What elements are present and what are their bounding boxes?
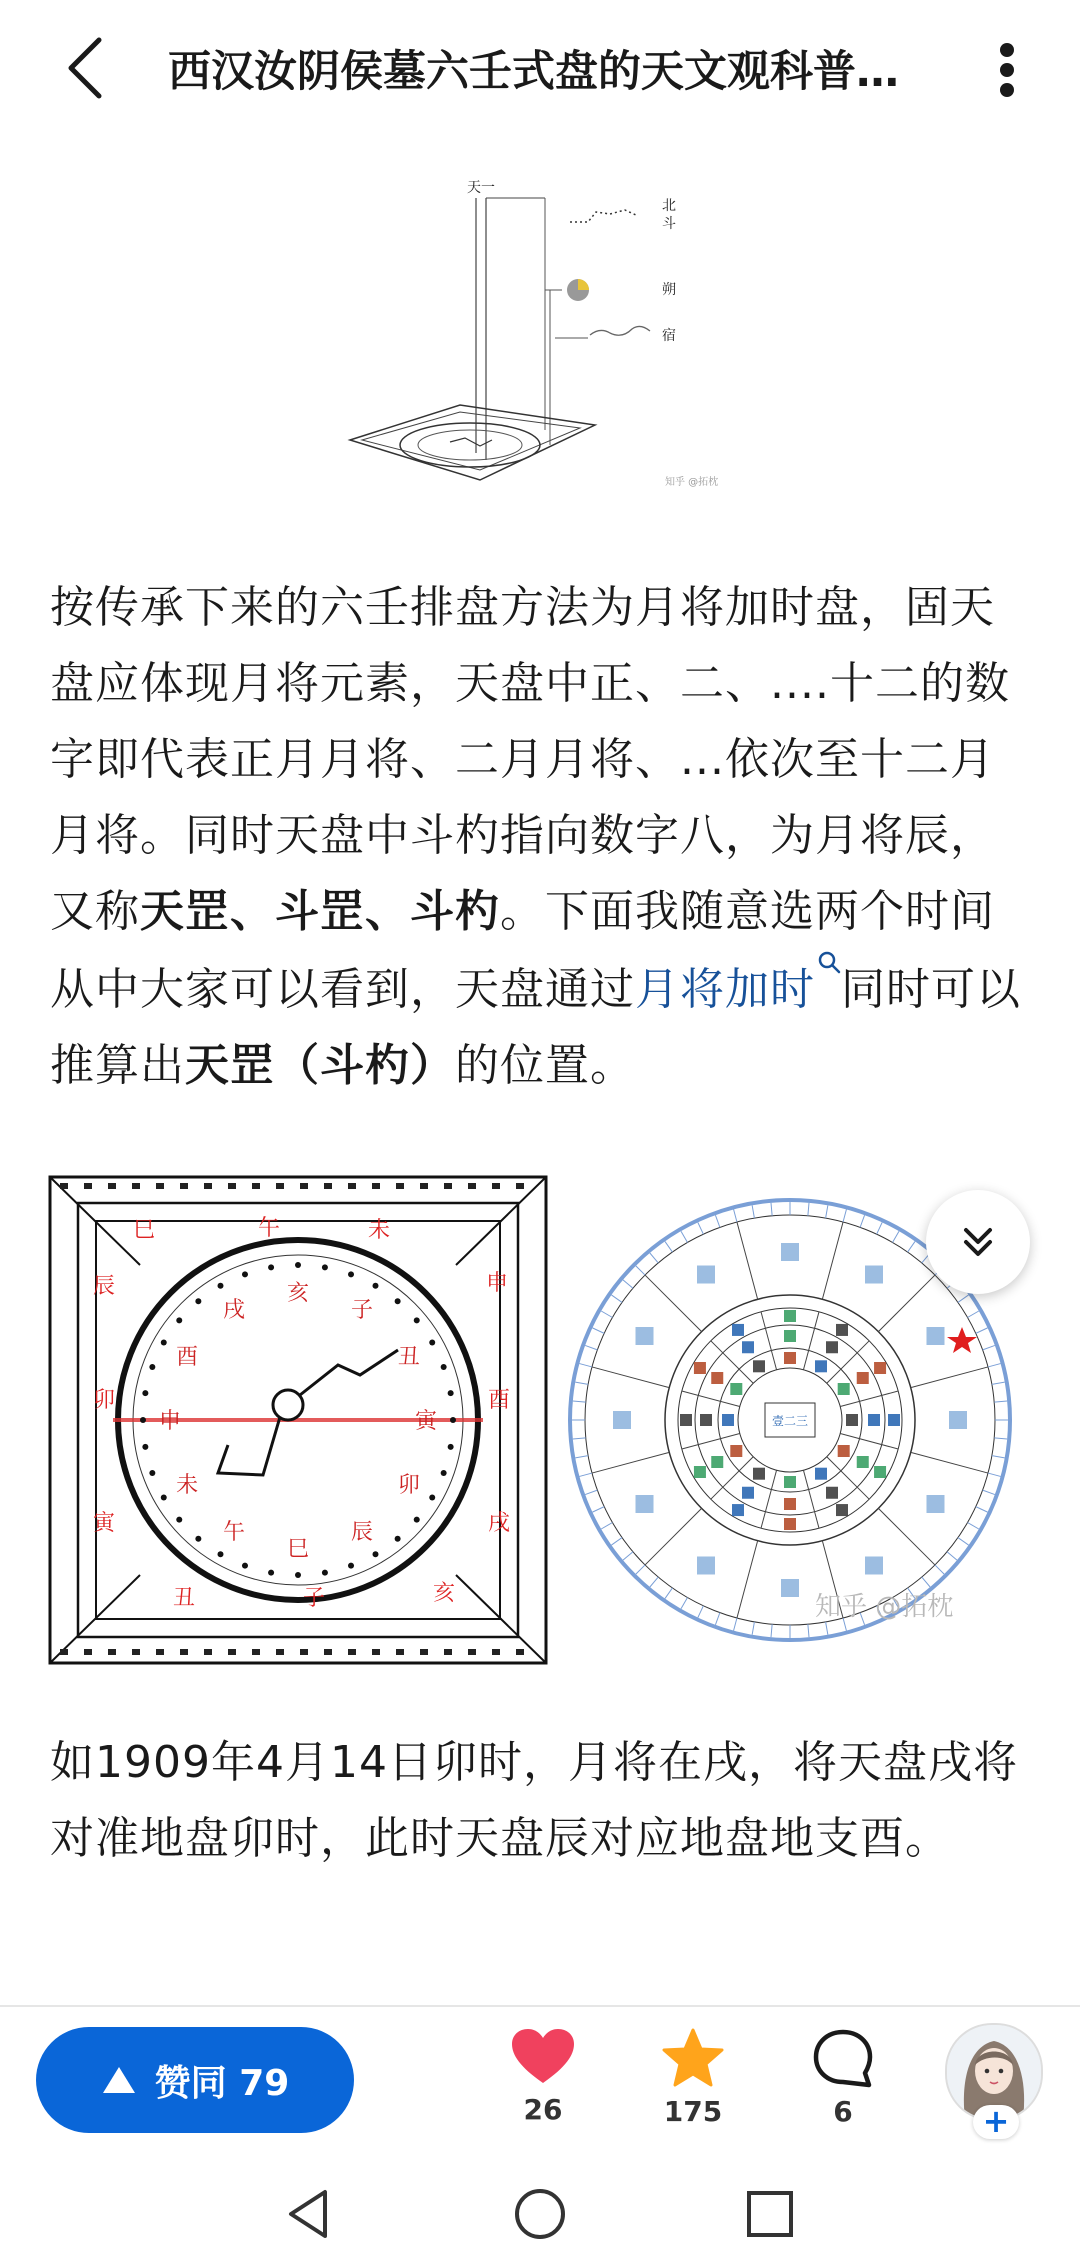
label-su: 宿 bbox=[662, 328, 676, 344]
figure-tianyi-diagram[interactable] bbox=[340, 170, 740, 500]
comment-button[interactable] bbox=[788, 2027, 898, 2147]
board-mark bbox=[132, 1183, 140, 1189]
wheel-glyph bbox=[711, 1456, 723, 1468]
follow-plus-badge[interactable]: + bbox=[973, 2105, 1019, 2139]
wheel-glyph bbox=[826, 1487, 838, 1499]
like-count: 26 bbox=[523, 2093, 563, 2126]
inner-branch-label: 申 bbox=[158, 1409, 182, 1434]
para1-text-2: 。下面我随意选两个时间从中大家可以看到，天盘通过 bbox=[50, 886, 995, 1015]
board-mark bbox=[372, 1649, 380, 1655]
board-mark bbox=[276, 1183, 284, 1189]
board-mark bbox=[348, 1183, 356, 1189]
outer-branch-label: 卯 bbox=[93, 1388, 116, 1413]
outer-branch-label: 酉 bbox=[488, 1388, 511, 1413]
wheel-glyph bbox=[846, 1414, 858, 1426]
wheel-house-glyph bbox=[949, 1411, 967, 1429]
wheel-glyph bbox=[868, 1414, 880, 1426]
inner-branch-label: 未 bbox=[176, 1473, 199, 1498]
wheel-glyph bbox=[742, 1341, 754, 1353]
wheel-glyph bbox=[784, 1476, 796, 1488]
board-mark bbox=[300, 1183, 308, 1189]
board-mark bbox=[142, 1444, 148, 1450]
board-mark bbox=[414, 1517, 420, 1523]
board-mark bbox=[84, 1649, 92, 1655]
upvote-label: 赞同 79 bbox=[154, 2062, 290, 2104]
wheel-glyph bbox=[815, 1360, 827, 1372]
board-mark bbox=[441, 1364, 447, 1370]
inner-branch-label: 子 bbox=[350, 1298, 374, 1324]
wheel-house-glyph bbox=[865, 1266, 883, 1284]
wheel-glyph bbox=[874, 1362, 886, 1374]
wheel-watermark: 知乎 @拓枕 bbox=[815, 1592, 954, 1622]
triangle-up-icon bbox=[101, 2065, 137, 2095]
bottom-action-bar bbox=[0, 2005, 1080, 2157]
wheel-glyph bbox=[838, 1445, 850, 1457]
expand-toggle-button[interactable] bbox=[926, 1190, 1030, 1294]
wheel-glyph bbox=[730, 1445, 742, 1457]
board-mark bbox=[180, 1649, 188, 1655]
board-mark bbox=[149, 1364, 155, 1370]
tianyi-diagram-svg bbox=[340, 170, 740, 500]
wheel-glyph bbox=[784, 1518, 796, 1530]
board-mark bbox=[204, 1649, 212, 1655]
wheel-glyph bbox=[857, 1372, 869, 1384]
wheel-house-glyph bbox=[636, 1495, 654, 1513]
board-mark bbox=[444, 1649, 452, 1655]
wheel-house-glyph bbox=[781, 1243, 799, 1261]
board-mark bbox=[492, 1183, 500, 1189]
board-mark bbox=[395, 1536, 401, 1542]
star-icon bbox=[660, 2027, 726, 2089]
board-mark bbox=[132, 1649, 140, 1655]
page-title: 西汉汝阴侯墓六壬式盘的天文观科普… bbox=[168, 47, 899, 97]
wheel-glyph bbox=[857, 1456, 869, 1468]
wheel-house-glyph bbox=[865, 1556, 883, 1574]
board-mark bbox=[228, 1183, 236, 1189]
label-bei: 北 bbox=[662, 198, 676, 214]
board-mark bbox=[161, 1340, 167, 1346]
wheel-glyph bbox=[815, 1468, 827, 1480]
wheel-glyph bbox=[888, 1414, 900, 1426]
para1-text-4: 的位置。 bbox=[455, 1040, 635, 1091]
comment-count: 6 bbox=[833, 2095, 853, 2128]
wheel-house-glyph bbox=[636, 1327, 654, 1345]
board-mark bbox=[373, 1551, 379, 1557]
board-mark bbox=[195, 1298, 201, 1304]
label-shuo: 朔 bbox=[662, 282, 676, 298]
board-mark bbox=[429, 1340, 435, 1346]
nav-recents-button[interactable] bbox=[735, 2182, 805, 2246]
outer-branch-label: 寅 bbox=[93, 1511, 116, 1536]
outer-branch-label: 午 bbox=[258, 1216, 281, 1241]
board-mark bbox=[516, 1649, 524, 1655]
label-dou: 斗 bbox=[662, 216, 676, 232]
board-mark bbox=[242, 1563, 248, 1569]
wheel-glyph bbox=[730, 1383, 742, 1395]
outer-branch-label: 戌 bbox=[488, 1511, 511, 1536]
back-button[interactable] bbox=[50, 28, 120, 108]
board-mark bbox=[348, 1563, 354, 1569]
favorite-button[interactable] bbox=[638, 2027, 748, 2147]
board-mark bbox=[252, 1183, 260, 1189]
wheel-glyph bbox=[680, 1414, 692, 1426]
board-mark bbox=[348, 1271, 354, 1277]
outer-branch-label: 亥 bbox=[433, 1581, 456, 1606]
wheel-glyph bbox=[784, 1330, 796, 1342]
board-mark bbox=[268, 1264, 274, 1270]
wheel-glyph bbox=[694, 1362, 706, 1374]
board-mark bbox=[218, 1551, 224, 1557]
outer-branch-label: 子 bbox=[303, 1586, 326, 1611]
wheel-glyph bbox=[711, 1372, 723, 1384]
outer-branch-label: 辰 bbox=[93, 1274, 116, 1299]
board-mark bbox=[324, 1183, 332, 1189]
outer-branch-label: 申 bbox=[486, 1271, 509, 1296]
paragraph-1 bbox=[50, 570, 1030, 1104]
inner-branch-label: 寅 bbox=[414, 1409, 438, 1434]
board-mark bbox=[322, 1570, 328, 1576]
board-mark bbox=[348, 1649, 356, 1655]
board-mark bbox=[516, 1183, 524, 1189]
board-mark bbox=[450, 1417, 456, 1423]
nav-home-button[interactable] bbox=[505, 2182, 575, 2246]
wheel-house-glyph bbox=[697, 1266, 715, 1284]
keyword-link[interactable] bbox=[635, 964, 841, 1015]
board-mark bbox=[140, 1417, 146, 1423]
board-mark bbox=[176, 1517, 182, 1523]
board-mark bbox=[420, 1649, 428, 1655]
board-mark bbox=[108, 1183, 116, 1189]
board-mark bbox=[204, 1183, 212, 1189]
wheel-house-glyph bbox=[613, 1411, 631, 1429]
board-mark bbox=[149, 1470, 155, 1476]
circle-home-icon bbox=[505, 2182, 575, 2246]
board-mark bbox=[295, 1572, 301, 1578]
wheel-glyph bbox=[836, 1324, 848, 1336]
board-mark bbox=[396, 1183, 404, 1189]
board-mark bbox=[142, 1390, 148, 1396]
square-recents-icon bbox=[735, 2182, 805, 2246]
inner-branch-label: 辰 bbox=[350, 1519, 374, 1545]
double-chevron-down-icon bbox=[958, 1222, 998, 1262]
board-mark bbox=[492, 1649, 500, 1655]
wheel-glyph bbox=[694, 1466, 706, 1478]
wheel-house-glyph bbox=[926, 1327, 944, 1345]
outer-branch-label: 巳 bbox=[133, 1218, 156, 1243]
inner-branch-label: 午 bbox=[222, 1519, 246, 1545]
wheel-glyph bbox=[874, 1466, 886, 1478]
board-mark bbox=[396, 1649, 404, 1655]
wheel-glyph bbox=[838, 1383, 850, 1395]
board-mark bbox=[300, 1649, 308, 1655]
board-mark bbox=[161, 1495, 167, 1501]
wheel-glyph bbox=[784, 1352, 796, 1364]
wheel-glyph bbox=[836, 1504, 848, 1516]
label-tianyi: 天一 bbox=[467, 180, 495, 196]
inner-branch-label: 亥 bbox=[286, 1281, 310, 1306]
wheel-house-glyph bbox=[926, 1495, 944, 1513]
chevron-left-icon bbox=[65, 36, 105, 100]
comment-bubble-icon bbox=[811, 2027, 875, 2089]
para1-text-1: 按传承下来的六壬排盘方法为月将加时盘，固天盘应体现月将元素，天盘中正、二、....十二的数字即代表正月月将、二月月将、...依次至十二月月将。同时天盘中斗杓指向数字八，为月将辰，又称 bbox=[50, 582, 1010, 937]
inner-branch-label: 巳 bbox=[286, 1537, 310, 1562]
top-bar bbox=[0, 0, 1080, 140]
board-mark bbox=[195, 1536, 201, 1542]
board-mark bbox=[276, 1649, 284, 1655]
board-mark bbox=[60, 1183, 68, 1189]
inner-branch-label: 戌 bbox=[222, 1298, 246, 1324]
board-mark bbox=[395, 1298, 401, 1304]
inner-branch-label: 卯 bbox=[397, 1473, 420, 1498]
inner-branch-label: 酉 bbox=[176, 1345, 199, 1370]
board-mark bbox=[414, 1317, 420, 1323]
para1-bold-2: 天罡（斗杓） bbox=[185, 1040, 455, 1091]
board-mark bbox=[268, 1570, 274, 1576]
wheel-glyph bbox=[732, 1324, 744, 1336]
board-mark bbox=[108, 1649, 116, 1655]
para1-bold-1: 天罡、斗罡、斗杓 bbox=[140, 886, 500, 937]
nav-back-button[interactable] bbox=[275, 2182, 345, 2246]
more-vertical-icon bbox=[999, 42, 1015, 98]
wheel-glyph bbox=[784, 1498, 796, 1510]
board-mark bbox=[228, 1649, 236, 1655]
wheel-glyph bbox=[784, 1310, 796, 1322]
wheel-glyph bbox=[700, 1414, 712, 1426]
board-mark bbox=[176, 1317, 182, 1323]
board-mark bbox=[156, 1649, 164, 1655]
board-mark bbox=[60, 1649, 68, 1655]
author-avatar-button[interactable] bbox=[945, 2023, 1045, 2143]
board-mark bbox=[420, 1183, 428, 1189]
board-mark bbox=[444, 1183, 452, 1189]
wheel-glyph bbox=[722, 1414, 734, 1426]
board-mark bbox=[322, 1264, 328, 1270]
board-mark bbox=[252, 1649, 260, 1655]
board-mark bbox=[242, 1271, 248, 1277]
board-mark bbox=[180, 1183, 188, 1189]
heart-icon bbox=[510, 2027, 576, 2087]
wheel-glyph bbox=[742, 1487, 754, 1499]
wheel-glyph bbox=[753, 1360, 765, 1372]
board-mark bbox=[156, 1183, 164, 1189]
board-mark bbox=[295, 1262, 301, 1268]
para1-text-3: 同时可以推算出 bbox=[50, 964, 1021, 1091]
favorite-count: 175 bbox=[663, 2095, 723, 2128]
board-mark bbox=[448, 1390, 454, 1396]
paragraph-2: 如1909年4月14日卯时，月将在戌，将天盘戌将对准地盘卯时，此时天盘辰对应地盘地支酉。 bbox=[50, 1737, 1018, 1864]
wheel-glyph bbox=[732, 1504, 744, 1516]
like-button[interactable] bbox=[488, 2027, 598, 2147]
wheel-house-glyph bbox=[781, 1579, 799, 1597]
system-nav-bar bbox=[0, 2160, 1080, 2268]
board-mark bbox=[372, 1183, 380, 1189]
outer-branch-label: 丑 bbox=[173, 1586, 196, 1611]
wheel-glyph bbox=[753, 1468, 765, 1480]
board-mark bbox=[468, 1183, 476, 1189]
board-mark bbox=[84, 1183, 92, 1189]
inner-branch-label: 丑 bbox=[397, 1345, 420, 1370]
keyword-link-text: 月将加时 bbox=[635, 964, 815, 1015]
board-mark bbox=[448, 1444, 454, 1450]
upvote-button[interactable] bbox=[36, 2027, 354, 2133]
triangle-back-icon bbox=[275, 2182, 345, 2246]
figure1-credit: 知乎 @拓枕 bbox=[665, 477, 719, 488]
wheel-center-label: 壹二三 bbox=[771, 1414, 809, 1428]
wheel-glyph bbox=[826, 1341, 838, 1353]
liuren-board-svg bbox=[48, 1175, 548, 1665]
search-icon bbox=[817, 950, 841, 974]
outer-branch-label: 未 bbox=[368, 1218, 391, 1243]
board-mark bbox=[373, 1283, 379, 1289]
wheel-house-glyph bbox=[697, 1556, 715, 1574]
figure-liuren-board[interactable] bbox=[48, 1175, 548, 1665]
board-mark bbox=[468, 1649, 476, 1655]
more-options-button[interactable] bbox=[982, 30, 1032, 110]
board-mark bbox=[324, 1649, 332, 1655]
board-mark bbox=[218, 1283, 224, 1289]
board-mark bbox=[429, 1495, 435, 1501]
board-mark bbox=[441, 1470, 447, 1476]
